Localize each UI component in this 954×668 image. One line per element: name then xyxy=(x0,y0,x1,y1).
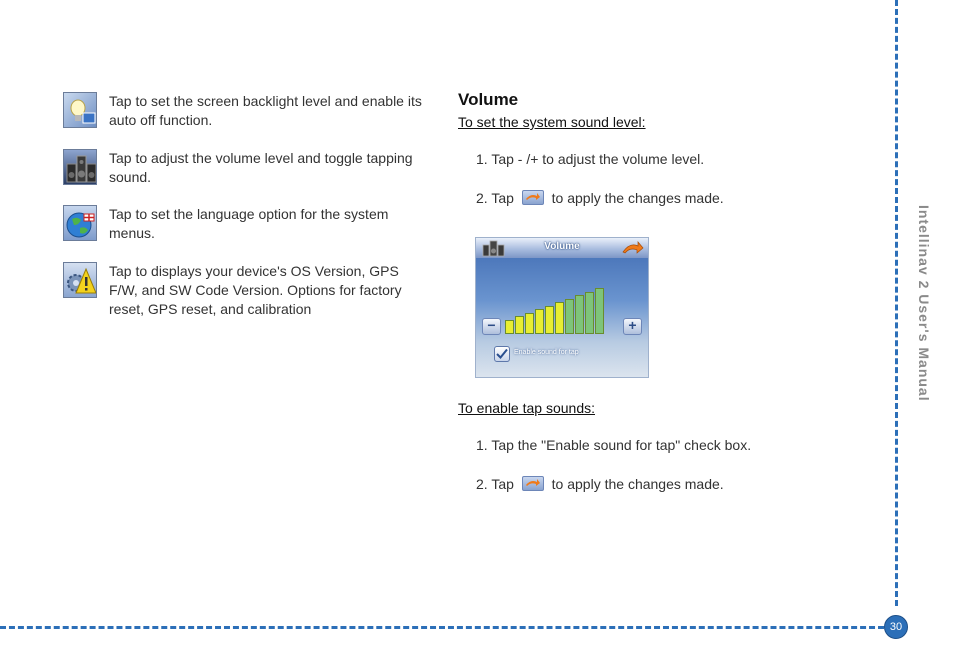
page-number: 30 xyxy=(884,615,908,639)
backlight-description: Tap to set the screen backlight level and enable its auto off function. xyxy=(109,93,422,128)
volume-bar-segment xyxy=(505,320,514,334)
sound-step-2-post: to apply the changes made. xyxy=(551,190,724,206)
volume-bar-segment xyxy=(595,288,604,334)
volume-bar-segment xyxy=(585,292,594,334)
sound-step-1 xyxy=(476,151,704,167)
volume-speakers-icon xyxy=(63,149,97,185)
volume-bar-segment xyxy=(525,313,534,334)
volume-bar-segment xyxy=(565,299,574,334)
language-description: Tap to set the language option for the system menus. xyxy=(109,206,389,241)
enable-tap-sound-label: Enable sound for tap xyxy=(514,349,579,356)
volume-screen-figure xyxy=(475,237,649,378)
tap-step-1 xyxy=(476,437,751,453)
volume-heading: Volume xyxy=(458,90,519,109)
sound-level-subheading: To set the system sound level: xyxy=(458,114,646,130)
tap-step-2-pre: 2. Tap xyxy=(476,476,514,492)
speakers-icon xyxy=(482,240,506,263)
backlight-icon xyxy=(63,92,97,128)
manual-side-title: Intellinav 2 User's Manual xyxy=(916,205,932,402)
tap-sounds-subheading: To enable tap sounds: xyxy=(458,400,595,416)
tap-step-2-post: to apply the changes made. xyxy=(551,476,724,492)
volume-up-button[interactable]: + xyxy=(623,318,642,335)
system-info-description: Tap to displays your device's OS Version, GPS F/W, and SW Code Version. Options for factory reset, GPS reset, and calibration xyxy=(109,263,402,317)
bottom-dashed-border xyxy=(0,626,884,629)
language-globe-icon xyxy=(63,205,97,241)
sound-step-2 xyxy=(476,190,724,206)
sound-step-2-pre: 2. Tap xyxy=(476,190,514,206)
system-info-gear-icon xyxy=(63,262,97,298)
checkmark-icon xyxy=(495,347,509,361)
tap-step-2 xyxy=(476,476,724,492)
sound-step-1-text: 1. Tap - /+ to adjust the volume level. xyxy=(476,151,705,167)
apply-arrow-icon[interactable] xyxy=(622,240,644,261)
volume-down-button[interactable]: − xyxy=(482,318,501,335)
volume-bar-segment xyxy=(555,302,564,334)
apply-arrow-icon xyxy=(522,190,544,205)
apply-arrow-icon xyxy=(522,476,544,491)
volume-screen-title: Volume xyxy=(544,241,580,252)
volume-description: Tap to adjust the volume level and toggle tapping sound. xyxy=(109,150,413,185)
tap-step-1-text: 1. Tap the "Enable sound for tap" check box. xyxy=(476,437,752,453)
enable-tap-sound-checkbox[interactable] xyxy=(494,346,510,362)
volume-bar-segment xyxy=(575,295,584,334)
volume-bar-segment xyxy=(535,309,544,334)
volume-bar-segment xyxy=(515,316,524,334)
volume-bar-segment xyxy=(545,306,554,334)
right-dashed-border xyxy=(895,0,898,606)
